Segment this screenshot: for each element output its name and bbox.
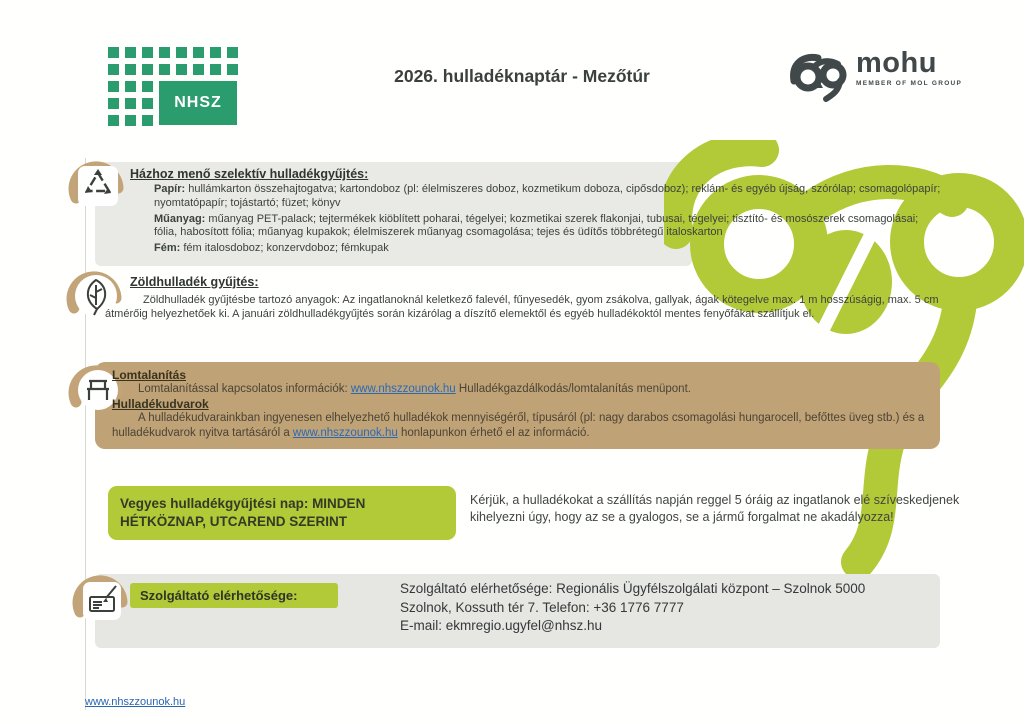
contact-line3: E-mail: ekmregio.ugyfel@nhsz.hu — [400, 618, 603, 633]
bulky-heading: Lomtalanítás — [112, 368, 187, 382]
item-label: Papír: — [154, 183, 186, 195]
yards-info-line — [112, 411, 932, 441]
mohu-tagline: MEMBER OF MOL GROUP — [856, 80, 963, 87]
mixed-waste-line2: HÉTKÖZNAP, UTCAREND SZERINT — [120, 514, 348, 529]
item-text: hullámkarton összehajtogatva; kartondoboz (pl: élelmiszeres doboz, kozmetikum doboza, cipősdoboz); reklám- és egyéb újság, szórólap; csomagolópapír; nyomtatópapír; tojástartó; füzet; könyv — [154, 183, 941, 209]
green-waste-section — [105, 275, 945, 321]
text-before-link: A hulladékudvarainkban ingyenesen elhelyezhető hulladékok mennyiségéről, típusáról (pl: nagy darabos csomagolási hungarocell, befőttes üveg stb.) és a hulladékudvarok nyitva tartásáról a — [112, 412, 925, 439]
green-waste-body: Zöldhulladék gyűjtésbe tartozó anyagok: Az ingatlanoknál keletkező falevél, fűnyesedék, gyom zsákolva, gallyak, ágak kötegelve max. 1 m hosszúságig, max. 5 cm átmérőig helyezhetőek ki. A januári zöldhulladékgyűjtés során kizárólag a díszítő elemektől és egyéb hulladékoktól mentes fenyőfákat szállítjuk el. — [105, 294, 939, 320]
bulky-section — [112, 368, 932, 441]
nhsz-logo-text: NHSZ — [159, 81, 237, 125]
contact-icon — [70, 566, 132, 628]
text-after-link: honlapunkon érhető el az információ. — [397, 427, 590, 439]
placement-note — [470, 492, 975, 526]
recycle-icon — [66, 152, 128, 214]
page-title: 2026. hulladéknaptár - Mezőtúr — [394, 66, 650, 86]
contact-label-box: Szolgáltató elérhetősége: — [130, 583, 338, 608]
bulky-info-line — [112, 382, 932, 397]
yards-heading: Hulladékudvarok — [112, 397, 209, 411]
selective-item-paper — [154, 183, 942, 211]
footer-link[interactable]: www.nhszzounok.hu — [85, 696, 186, 708]
text-before-link: Lomtalanítással kapcsolatos információk: — [138, 383, 351, 395]
selective-section — [130, 167, 942, 256]
item-label: Műanyag: — [154, 212, 206, 225]
selective-heading: Házhoz menő szelektív hulladékgyűjtés: — [130, 167, 369, 181]
owl-icon — [788, 48, 852, 106]
contact-details — [400, 580, 920, 636]
website-link[interactable]: www.nhszzounok.hu — [350, 383, 456, 395]
contact-line2: Szolnok, Kossuth tér 7. Telefon: +36 1776 7777 — [400, 599, 684, 615]
nhsz-logo — [108, 47, 237, 125]
selective-item-plastic — [154, 213, 942, 241]
mixed-waste-line1: Vegyes hulladékgyűjtési nap: MINDEN — [120, 496, 366, 511]
note-line2: kihelyezni úgy, hogy az se a gyalogos, se a jármű forgalmat ne akadályozza! — [470, 510, 894, 524]
contact-line1: Szolgáltató elérhetősége: Regionális Ügyfélszolgálati központ – Szolnok 5000 — [400, 581, 866, 596]
item-text: fém italosdoboz; konzervdoboz; fémkupak — [180, 242, 389, 255]
mohu-logo — [788, 48, 988, 106]
item-text: műanyag PET-palack; tejtermékek kiöblített poharai, tégelyei; kozmetikai szerek flakonjai, tubusai, tégelyei; tisztító- és mosószerek csomagolásai; fólia, habosított fólia; műanyag kupakok; élelmiszerek műanyag csomagolása; tejes és üdítős többrétegű italoskarton — [154, 212, 919, 239]
website-link[interactable]: www.nhszzounok.hu — [292, 427, 398, 439]
mixed-waste-day-box — [108, 486, 456, 540]
selective-item-metal — [154, 242, 942, 256]
item-label: Fém: — [154, 242, 181, 255]
green-waste-heading: Zöldhulladék gyűjtés: — [130, 275, 259, 289]
note-line1: Kérjük, a hulladékokat a szállítás napján reggel 5 óráig az ingatlanok elé szíveskedjenek — [470, 493, 960, 507]
mohu-logo-text: mohu — [856, 47, 937, 79]
text-after-link: Hulladékgazdálkodás/lomtalanítás menüpont. — [455, 383, 691, 395]
